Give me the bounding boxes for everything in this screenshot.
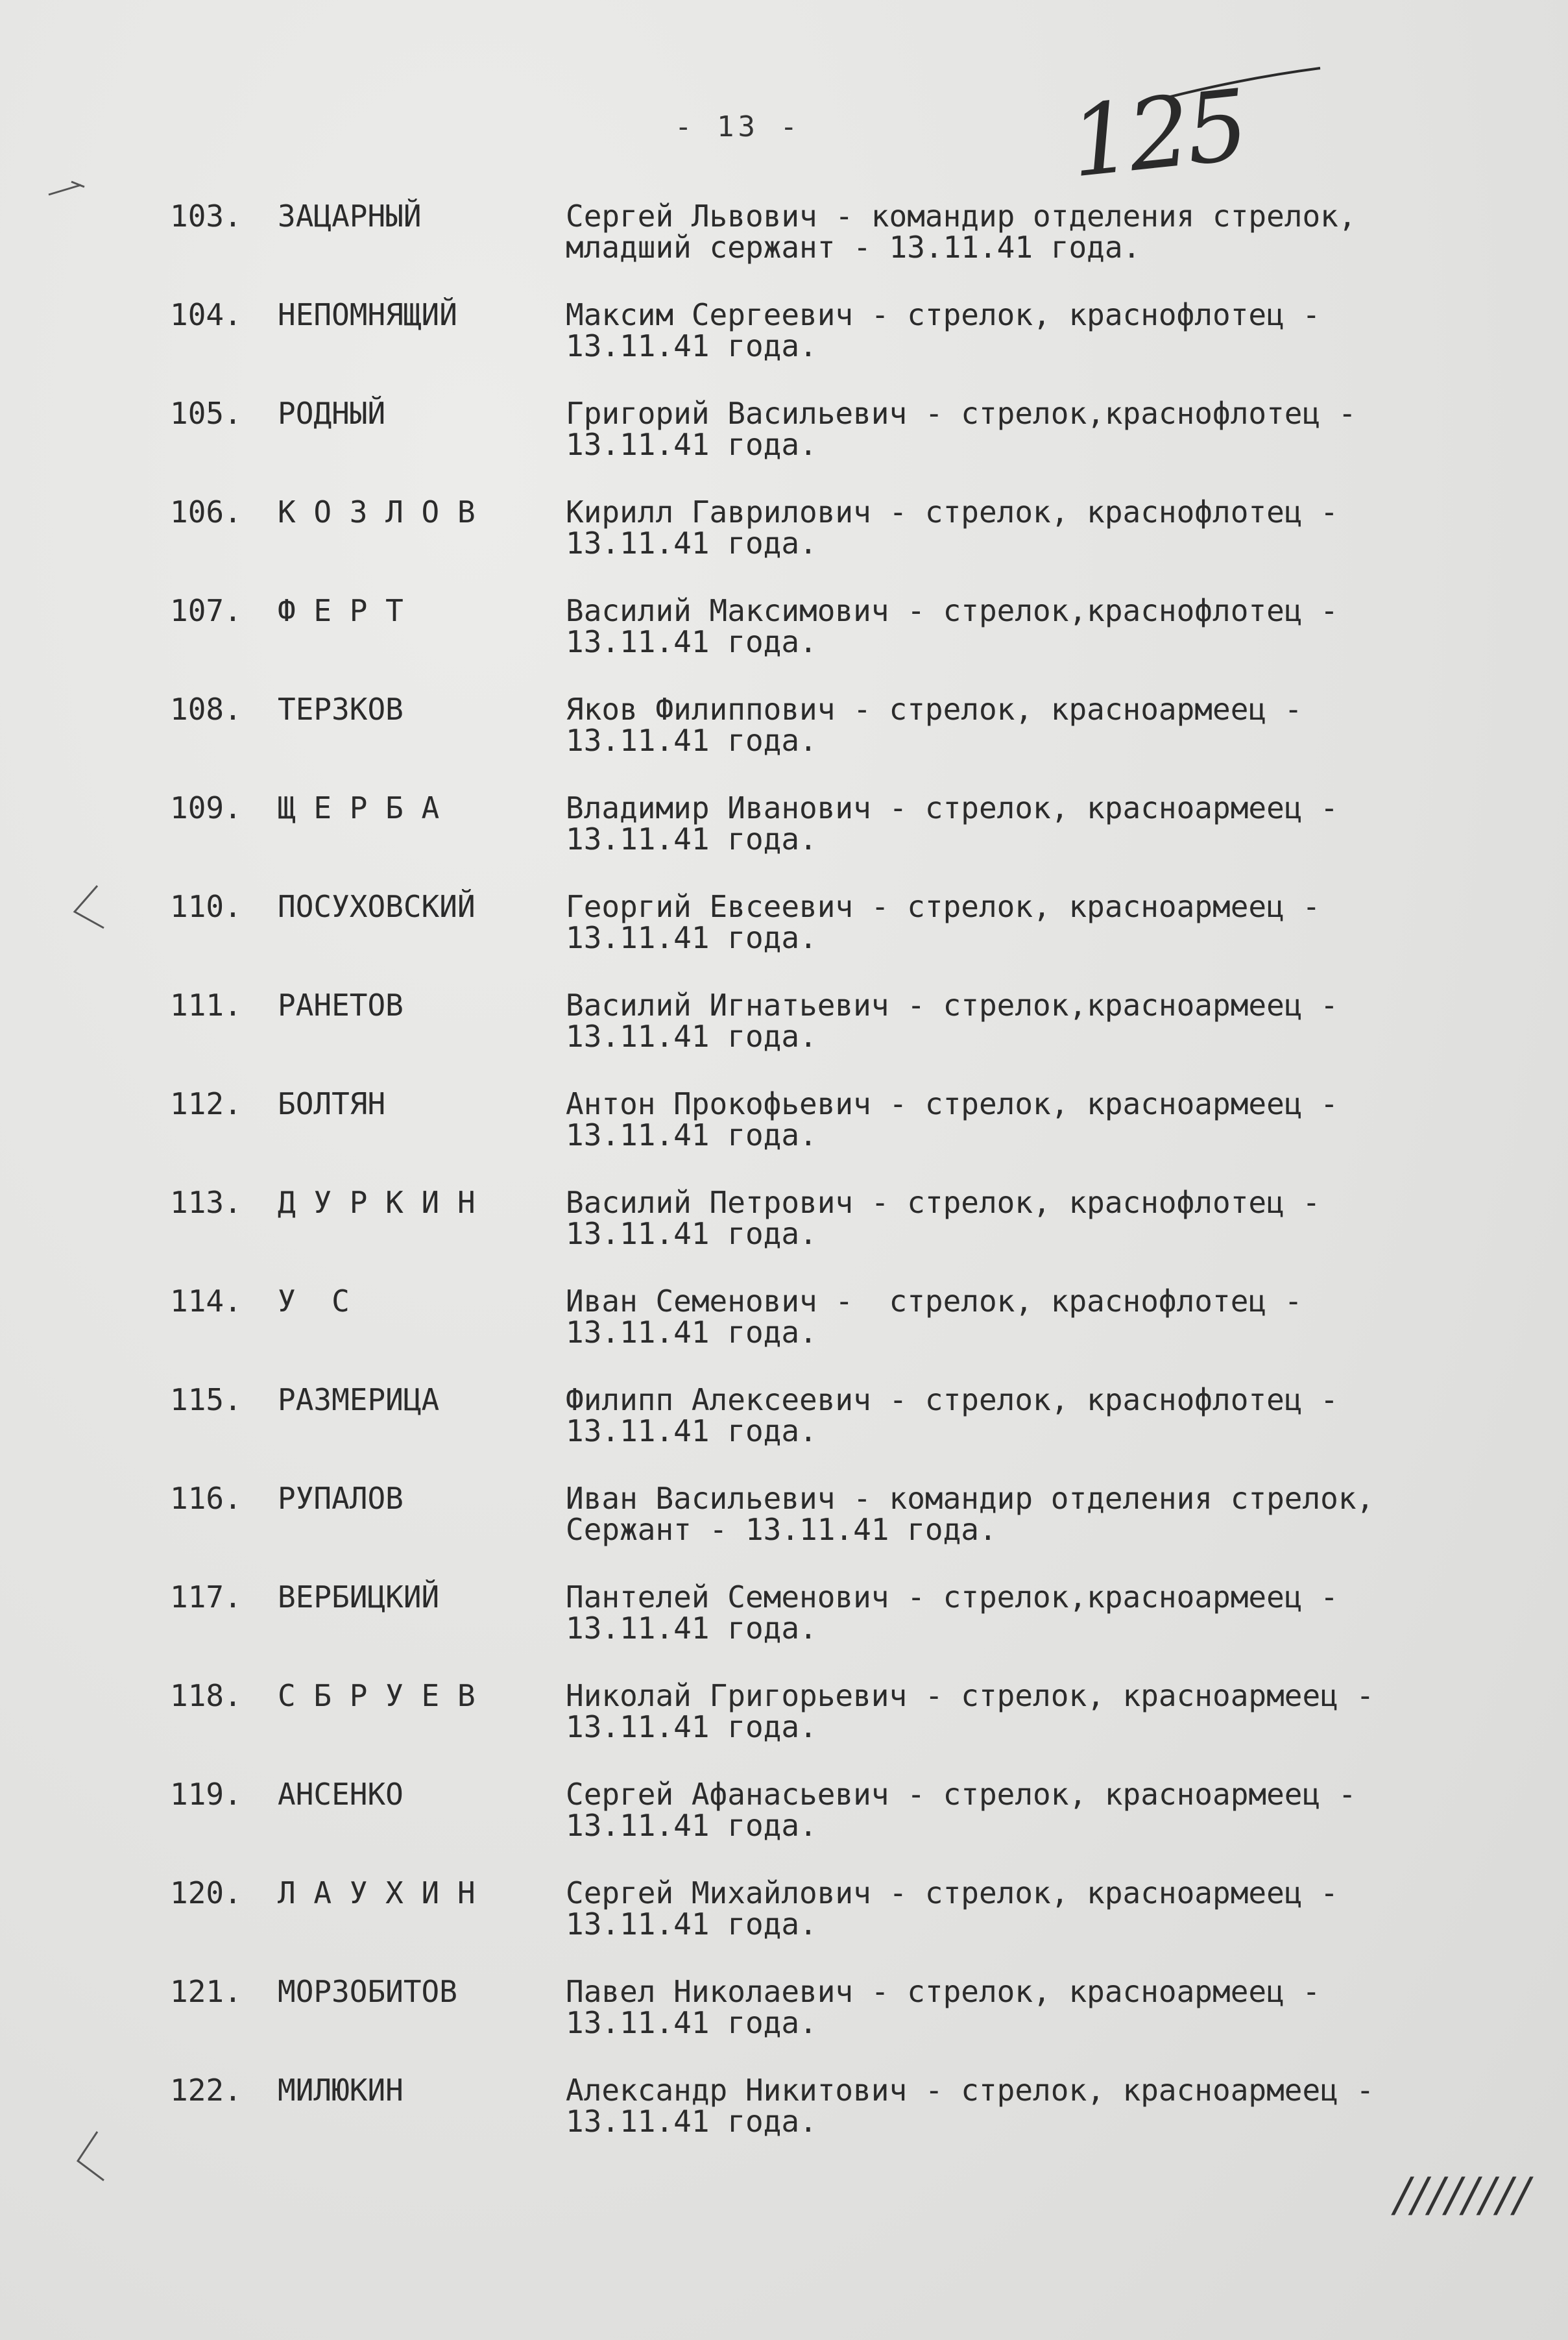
entry-surname: У С: [278, 1284, 350, 1319]
margin-tick-mark: [58, 2128, 110, 2187]
entry-details-line2: 13.11.41 года.: [566, 822, 817, 857]
entry-details-line1: Василий Игнатьевич - стрелок,красноармеец -: [566, 988, 1338, 1023]
entry-details-line1: Антон Прокофьевич - стрелок, красноармеец -: [566, 1086, 1338, 1121]
entry-details-line2: 13.11.41 года.: [566, 1019, 817, 1054]
list-item: [0, 785, 1568, 883]
entry-number: 106.: [170, 494, 242, 530]
entry-number: 115.: [170, 1382, 242, 1417]
closing-slash-marks: ////////: [1395, 2167, 1532, 2222]
entry-details-line1: Александр Никитович - стрелок, красноармеец -: [566, 2073, 1375, 2108]
entry-details-line2: 13.11.41 года.: [566, 723, 817, 758]
entry-number: 119.: [170, 1777, 242, 1812]
list-item: [0, 391, 1568, 488]
entry-details-line2: 13.11.41 года.: [566, 2005, 817, 2040]
entry-surname: РУПАЛОВ: [278, 1481, 404, 1516]
entry-surname: РАНЕТОВ: [278, 988, 404, 1023]
entry-surname: РОДНЫЙ: [278, 396, 386, 431]
entry-number: 121.: [170, 1974, 242, 2009]
entry-details-line2: 13.11.41 года.: [566, 427, 817, 462]
list-item: [0, 1969, 1568, 2066]
entry-surname: С Б Р У Е В: [278, 1678, 476, 1713]
list-item: [0, 1772, 1568, 1869]
page-number: - 13 -: [675, 110, 801, 143]
entry-surname: ПОСУХОВСКИЙ: [278, 889, 476, 924]
margin-tick-mark: [58, 883, 110, 934]
entry-surname: Д У Р К И Н: [278, 1185, 476, 1220]
entry-surname: Л А У Х И Н: [278, 1875, 476, 1910]
entry-number: 109.: [170, 790, 242, 825]
entry-surname: МОРЗОБИТОВ: [278, 1974, 457, 2009]
entry-surname: К О З Л О В: [278, 494, 476, 530]
entry-number: 120.: [170, 1875, 242, 1910]
entry-number: 108.: [170, 692, 242, 727]
entry-surname: ТЕРЗКОВ: [278, 692, 404, 727]
entry-details-line2: 13.11.41 года.: [566, 1413, 817, 1448]
list-item: [0, 1081, 1568, 1178]
entry-details-line2: 13.11.41 года.: [566, 2104, 817, 2139]
entry-number: 111.: [170, 988, 242, 1023]
entry-details-line1: Кирилл Гаврилович - стрелок, краснофлотец -: [566, 494, 1338, 530]
entry-details-line1: Павел Николаевич - стрелок, красноармеец -: [566, 1974, 1321, 2009]
entry-number: 122.: [170, 2073, 242, 2108]
entry-details-line2: 13.11.41 года.: [566, 526, 817, 561]
entry-details-line2: 13.11.41 года.: [566, 1117, 817, 1152]
entry-number: 118.: [170, 1678, 242, 1713]
entry-details-line1: Сергей Львович - командир отделения стрелок,: [566, 199, 1357, 234]
entry-details-line1: Сергей Афанасьевич - стрелок, красноармеец -: [566, 1777, 1357, 1812]
entry-surname: ВЕРБИЦКИЙ: [278, 1579, 440, 1615]
entry-details-line1: Сергей Михайлович - стрелок, красноармеец -: [566, 1875, 1338, 1910]
entry-surname: БОЛТЯН: [278, 1086, 386, 1121]
entry-surname: ЗАЦАРНЫЙ: [278, 199, 422, 234]
entry-details-line1: Филипп Алексеевич - стрелок, краснофлотец -: [566, 1382, 1338, 1417]
list-item: [0, 1377, 1568, 1474]
entry-details-line1: Василий Максимович - стрелок,краснофлотец -: [566, 593, 1338, 628]
list-item: [0, 193, 1568, 291]
entry-number: 105.: [170, 396, 242, 431]
entry-details-line2: Сержант - 13.11.41 года.: [566, 1512, 997, 1547]
margin-tick-mark: [45, 175, 91, 201]
list-item: [0, 292, 1568, 389]
entry-surname: МИЛЮКИН: [278, 2073, 404, 2108]
entry-number: 114.: [170, 1284, 242, 1319]
entry-details-line1: Григорий Васильевич - стрелок,краснофлотец -: [566, 396, 1357, 431]
entry-details-line2: 13.11.41 года.: [566, 624, 817, 659]
entry-details-line2: 13.11.41 года.: [566, 920, 817, 955]
entry-surname: Ф Е Р Т: [278, 593, 404, 628]
entry-details-line2: 13.11.41 года.: [566, 1611, 817, 1646]
list-item: [0, 1870, 1568, 1968]
entry-number: 113.: [170, 1185, 242, 1220]
list-item: [0, 489, 1568, 587]
entry-details-line1: Василий Петрович - стрелок, краснофлотец -: [566, 1185, 1321, 1220]
entry-surname: Щ Е Р Б А: [278, 790, 440, 825]
list-item: [0, 1476, 1568, 1573]
entry-details-line2: младший сержант - 13.11.41 года.: [566, 230, 1141, 265]
list-item: [0, 588, 1568, 685]
entry-details-line2: 13.11.41 года.: [566, 1315, 817, 1350]
entry-details-line2: 13.11.41 года.: [566, 1709, 817, 1744]
entry-number: 107.: [170, 593, 242, 628]
entry-surname: НЕПОМНЯЩИЙ: [278, 297, 457, 332]
entry-details-line1: Владимир Иванович - стрелок, красноармеец -: [566, 790, 1338, 825]
list-item: [0, 1278, 1568, 1376]
list-item: [0, 687, 1568, 784]
list-item: [0, 1180, 1568, 1277]
entry-details-line1: Георгий Евсеевич - стрелок, красноармеец -: [566, 889, 1321, 924]
entry-details-line2: 13.11.41 года.: [566, 328, 817, 363]
entry-surname: РАЗМЕРИЦА: [278, 1382, 440, 1417]
handwritten-folio-number: 125: [1065, 69, 1250, 200]
entry-details-line2: 13.11.41 года.: [566, 1216, 817, 1251]
entry-number: 117.: [170, 1579, 242, 1615]
list-item: [0, 2067, 1568, 2165]
entry-details-line1: Иван Васильевич - командир отделения стрелок,: [566, 1481, 1375, 1516]
entry-number: 104.: [170, 297, 242, 332]
entry-number: 110.: [170, 889, 242, 924]
entry-number: 103.: [170, 199, 242, 234]
entry-details-line1: Максим Сергеевич - стрелок, краснофлотец -: [566, 297, 1321, 332]
list-item: [0, 1574, 1568, 1672]
entry-details-line1: Яков Филиппович - стрелок, красноармеец -: [566, 692, 1303, 727]
entry-number: 112.: [170, 1086, 242, 1121]
entry-surname: АНСЕНКО: [278, 1777, 404, 1812]
list-item: [0, 1673, 1568, 1770]
entry-details-line2: 13.11.41 года.: [566, 1907, 817, 1942]
entry-number: 116.: [170, 1481, 242, 1516]
entry-details-line1: Пантелей Семенович - стрелок,красноармеец -: [566, 1579, 1338, 1615]
folio-underline-stroke: [1168, 65, 1323, 104]
entry-details-line2: 13.11.41 года.: [566, 1808, 817, 1843]
entry-details-line1: Николай Григорьевич - стрелок, красноармеец -: [566, 1678, 1375, 1713]
list-item: [0, 982, 1568, 1080]
list-item: [0, 884, 1568, 981]
entry-details-line1: Иван Семенович - стрелок, краснофлотец -: [566, 1284, 1303, 1319]
